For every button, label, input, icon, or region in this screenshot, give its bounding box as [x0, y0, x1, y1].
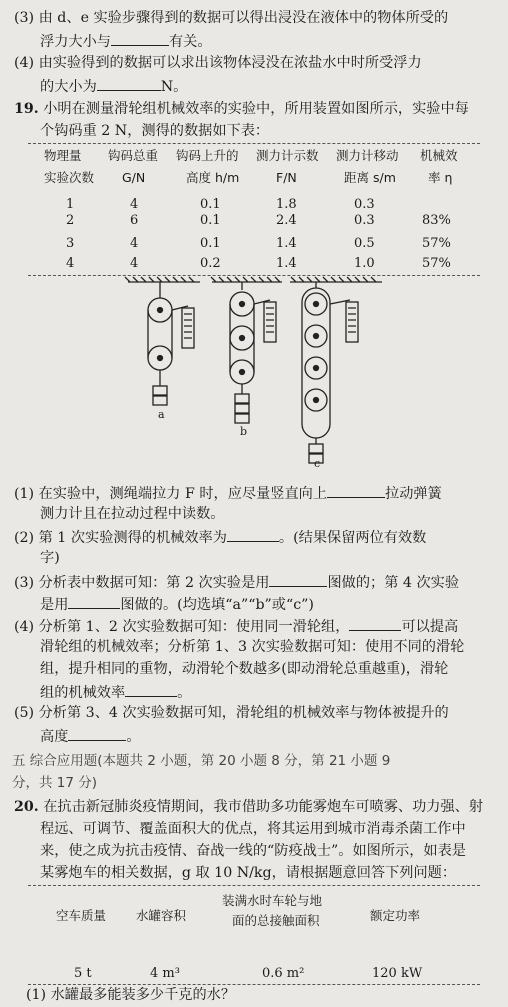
q20-table-bottom-rule [28, 984, 480, 985]
table-cell: 1.4 [276, 236, 297, 251]
answer-blank[interactable] [125, 682, 177, 697]
q19-p5-line1: (5) 分析第 3、4 次实验数据可知，滑轮组的机械效率与物体被提升的 [14, 705, 449, 721]
table-header: 距离 s/m [344, 170, 396, 185]
q19-p4-line1: (4) 分析第 1、2 次实验数据可知：使用同一滑轮组， 可以提高 [14, 616, 458, 636]
q20-line2: 程远、可调节、覆盖面积大的优点，将其运用到城市消毒杀菌工作中 [40, 821, 466, 837]
answer-blank[interactable] [269, 572, 327, 587]
table-top-rule [28, 143, 480, 144]
q19-p3-line1: (3) 分析表中数据可知：第 2 次实验是用 图做的；第 4 次实验 [14, 572, 459, 592]
q18-item4-line2: 的大小为 N。 [40, 76, 187, 96]
q19-intro-line2: 个钩码重 2 N，测得的数据如下表： [40, 123, 270, 139]
table-header: 水罐容积 [136, 908, 187, 923]
q19-p4-line3: 组，提升相同的重物，动滑轮个数越多(即动滑轮总重越重)，滑轮 [40, 661, 449, 677]
q18-item3-line2: 浮力大小与 有关。 [40, 31, 212, 51]
q19-p4-line4: 组的机械效率 。 [40, 682, 191, 702]
q19-p5-line2: 高度 。 [40, 726, 141, 746]
table-cell: 4 [130, 236, 139, 251]
q19-p4-line2: 滑轮组的机械效率；分析第 1、3 次实验数据可知：使用不同的滑轮 [40, 639, 465, 655]
answer-blank[interactable] [68, 726, 126, 741]
q20-table-top-rule [28, 885, 480, 886]
table-header: 钩码上升的 [176, 148, 239, 163]
table-cell: 57% [422, 256, 451, 271]
table-cell: 0.3 [354, 197, 375, 212]
q19-p3-line2: 是用 图做的。(均选填“a”“b”或“c”) [40, 594, 314, 614]
figure-label-b: b [240, 425, 248, 438]
q18-item3-line1: (3) 由 d、e 实验步骤得到的数据可以得出浸没在液体中的物体所受的 [14, 10, 449, 26]
pulley-system-figure [120, 276, 390, 472]
table-header: 率 η [428, 170, 453, 185]
section-heading-continued: 分，共 17 分) [12, 775, 98, 791]
answer-blank[interactable] [349, 616, 401, 631]
table-cell: 120 kW [372, 966, 423, 981]
table-cell: 2.4 [276, 213, 297, 228]
q19-intro-line1: 19. 小明在测量滑轮组机械效率的实验中，所用装置如图所示，实验中每 [14, 101, 469, 117]
table-cell: 3 [66, 236, 75, 251]
table-header: F/N [276, 170, 297, 185]
table-cell: 0.1 [200, 236, 221, 251]
table-header: 物理量 [44, 148, 82, 163]
table-cell: 1.8 [276, 197, 297, 212]
table-header: 机械效 [420, 148, 458, 163]
figure-label-c: c [314, 457, 321, 470]
table-cell: 0.1 [200, 197, 221, 212]
table-header: 空车质量 [56, 908, 107, 923]
table-cell: 1 [66, 197, 75, 212]
table-header: G/N [122, 170, 146, 185]
q20-sub1: (1) 水罐最多能装多少千克的水？ [26, 987, 236, 1003]
table-cell: 4 [130, 256, 139, 271]
table-header: 面的总接触面积 [232, 913, 320, 928]
answer-blank[interactable] [227, 527, 279, 542]
table-header: 额定功率 [370, 908, 421, 923]
answer-blank[interactable] [327, 483, 385, 498]
table-header: 测力计移动 [336, 148, 399, 163]
table-cell: 0.3 [354, 213, 375, 228]
q19-p1-line2: 测力计且在拉动过程中读数。 [40, 506, 225, 522]
answer-blank[interactable] [68, 594, 120, 609]
table-cell: 83% [422, 213, 451, 228]
q18-item4-line1: (4) 由实验得到的数据可以求出该物体浸没在浓盐水中时所受浮力 [14, 55, 422, 71]
q20-line3: 来，使之成为抗击疫情、奋战一线的“防疫战士”。如图所示，如表是 [40, 843, 466, 859]
table-cell: 2 [66, 213, 75, 228]
table-header: 测力计示数 [256, 148, 319, 163]
table-cell: 6 [130, 213, 139, 228]
table-cell: 4 [130, 197, 139, 212]
table-cell: 57% [422, 236, 451, 251]
table-cell: 0.2 [200, 256, 221, 271]
q19-p1-line1: (1) 在实验中，测绳端拉力 F 时，应尽量竖直向上 拉动弹簧 [14, 483, 442, 503]
section-heading: 五 综合应用题(本题共 2 小题，第 20 小题 8 分，第 21 小题 9 [12, 753, 391, 769]
table-cell: 1.0 [354, 256, 375, 271]
table-cell: 0.5 [354, 236, 375, 251]
q19-p2-line1: (2) 第 1 次实验测得的机械效率为 。(结果保留两位有效数 [14, 527, 426, 547]
table-cell: 0.6 m² [262, 966, 305, 981]
table-cell: 5 t [74, 966, 92, 981]
figure-label-a: a [158, 408, 165, 421]
q20-line4: 某雾炮车的相关数据，g 取 10 N/kg，请根据题意回答下列问题： [40, 865, 457, 881]
table-cell: 4 [66, 256, 75, 271]
table-cell: 1.4 [276, 256, 297, 271]
table-header: 装满水时车轮与地 [222, 893, 323, 908]
table-cell: 0.1 [200, 213, 221, 228]
answer-blank[interactable] [111, 31, 169, 46]
q19-p2-line2: 字) [40, 550, 60, 566]
table-header: 实验次数 [44, 170, 95, 185]
q20-line1: 20. 在抗击新冠肺炎疫情期间，我市借助多功能雾炮车可喷雾、功力强、射 [14, 799, 484, 815]
answer-blank[interactable] [97, 76, 161, 91]
table-cell: 4 m³ [150, 966, 180, 981]
table-header: 钩码总重 [108, 148, 159, 163]
table-header: 高度 h/m [186, 170, 240, 185]
